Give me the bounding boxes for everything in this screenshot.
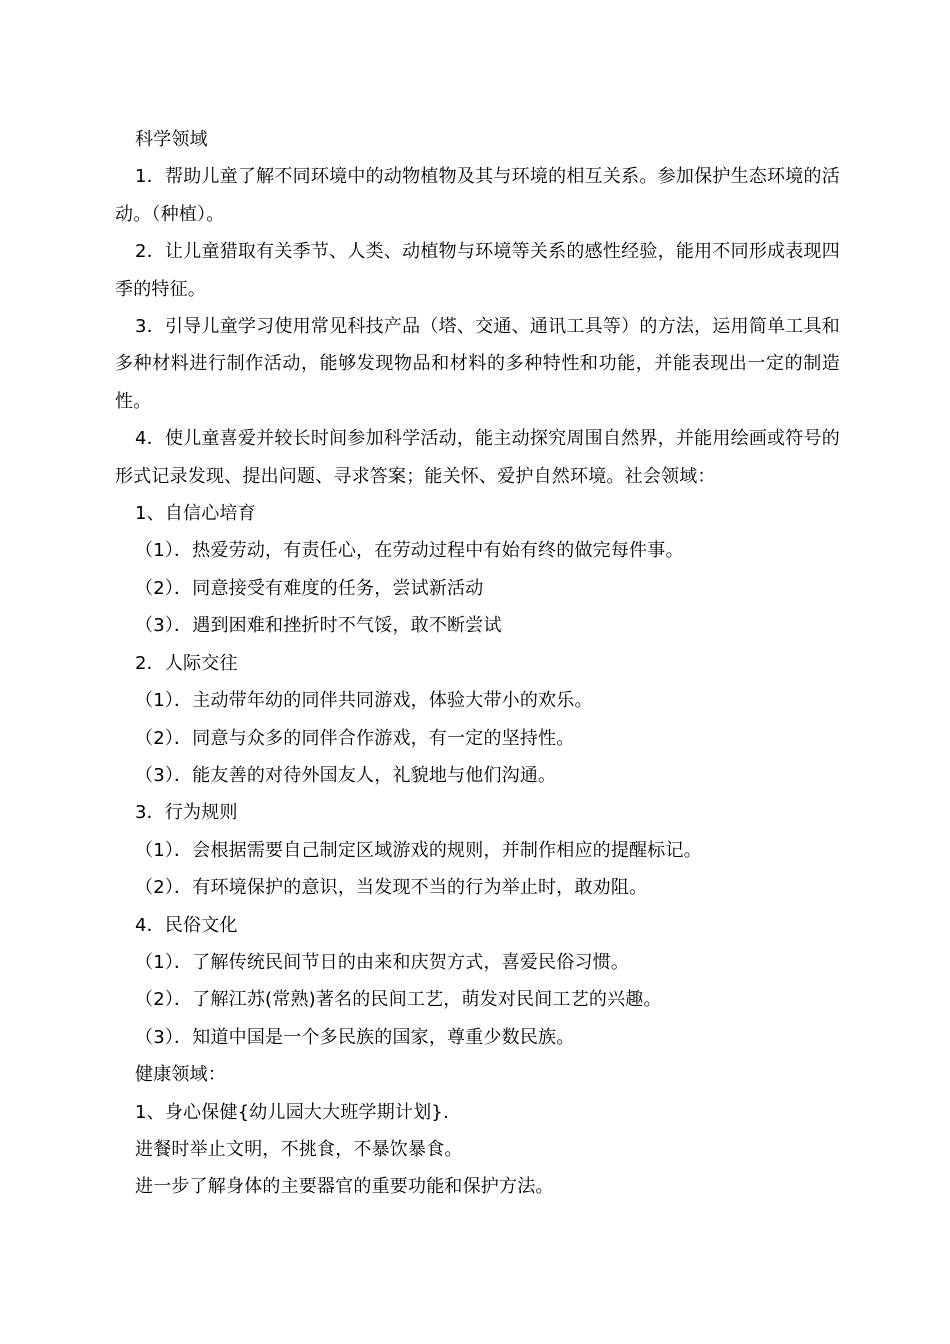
list-item: （2）．同意与众多的同伴合作游戏，有一定的坚持性。: [135, 727, 575, 749]
list-item: （1）．了解传统民间节日的由来和庆贺方式，喜爱民俗习惯。: [135, 951, 630, 973]
subheading: 4．民俗文化: [135, 914, 238, 936]
list-item: （2）．有环境保护的意识，当发现不当的行为举止时，敢劝阻。: [135, 877, 648, 899]
paragraph: 2．让儿童猎取有关季节、人类、动植物与环境等关系的感性经验，能用不同形成表现四季的特征。: [115, 241, 840, 300]
list-item: （3）．遇到困难和挫折时不气馁，敢不断尝试: [135, 615, 502, 637]
section-heading-health: 健康领域：: [135, 1064, 226, 1086]
subheading: 2．人际交往: [135, 652, 238, 674]
list-item: （1）．主动带年幼的同伴共同游戏，体验大带小的欢乐。: [135, 690, 593, 712]
list-item: （2）．了解江苏(常熟)著名的民间工艺，萌发对民间工艺的兴趣。: [135, 989, 662, 1011]
paragraph: 4．使儿童喜爱并较长时间参加科学活动，能主动探究周围自然界，并能用绘画或符号的形式记录发现、提出问题、寻求答案；能关怀、爱护自然环境。社会领域：: [115, 428, 840, 487]
list-item: （1）．热爱劳动，有责任心，在劳动过程中有始有终的做完每件事。: [135, 540, 684, 562]
section-heading-science: 科学领域: [135, 129, 208, 150]
paragraph: 3．引导儿童学习使用常见科技产品（塔、交通、通讯工具等）的方法，运用简单工具和多种材料进行制作活动，能够发现物品和材料的多种特性和功能，并能表现出一定的制造性。: [115, 316, 840, 412]
list-item: （3）．能友善的对待外国友人，礼貌地与他们沟通。: [135, 764, 557, 786]
subheading: 3．行为规则: [135, 802, 238, 824]
list-item: 进一步了解身体的主要器官的重要功能和保护方法。: [135, 1176, 554, 1198]
document-body: [115, 121, 840, 1206]
list-item: 进餐时举止文明，不挑食，不暴饮暴食。: [135, 1138, 463, 1160]
paragraph: 1．帮助儿童了解不同环境中的动物植物及其与环境的相互关系。参加保护生态环境的活动。（种植）。: [115, 166, 840, 225]
subheading: 1、身心保健{幼儿园大大班学期计划}.: [135, 1101, 449, 1123]
list-item: （3）．知道中国是一个多民族的国家，尊重少数民族。: [135, 1026, 575, 1048]
list-item: （1）．会根据需要自己制定区域游戏的规则，并制作相应的提醒标记。: [135, 839, 702, 861]
subheading: 1、自信心培育: [135, 503, 256, 525]
list-item: （2）．同意接受有难度的任务，尝试新活动: [135, 577, 484, 599]
